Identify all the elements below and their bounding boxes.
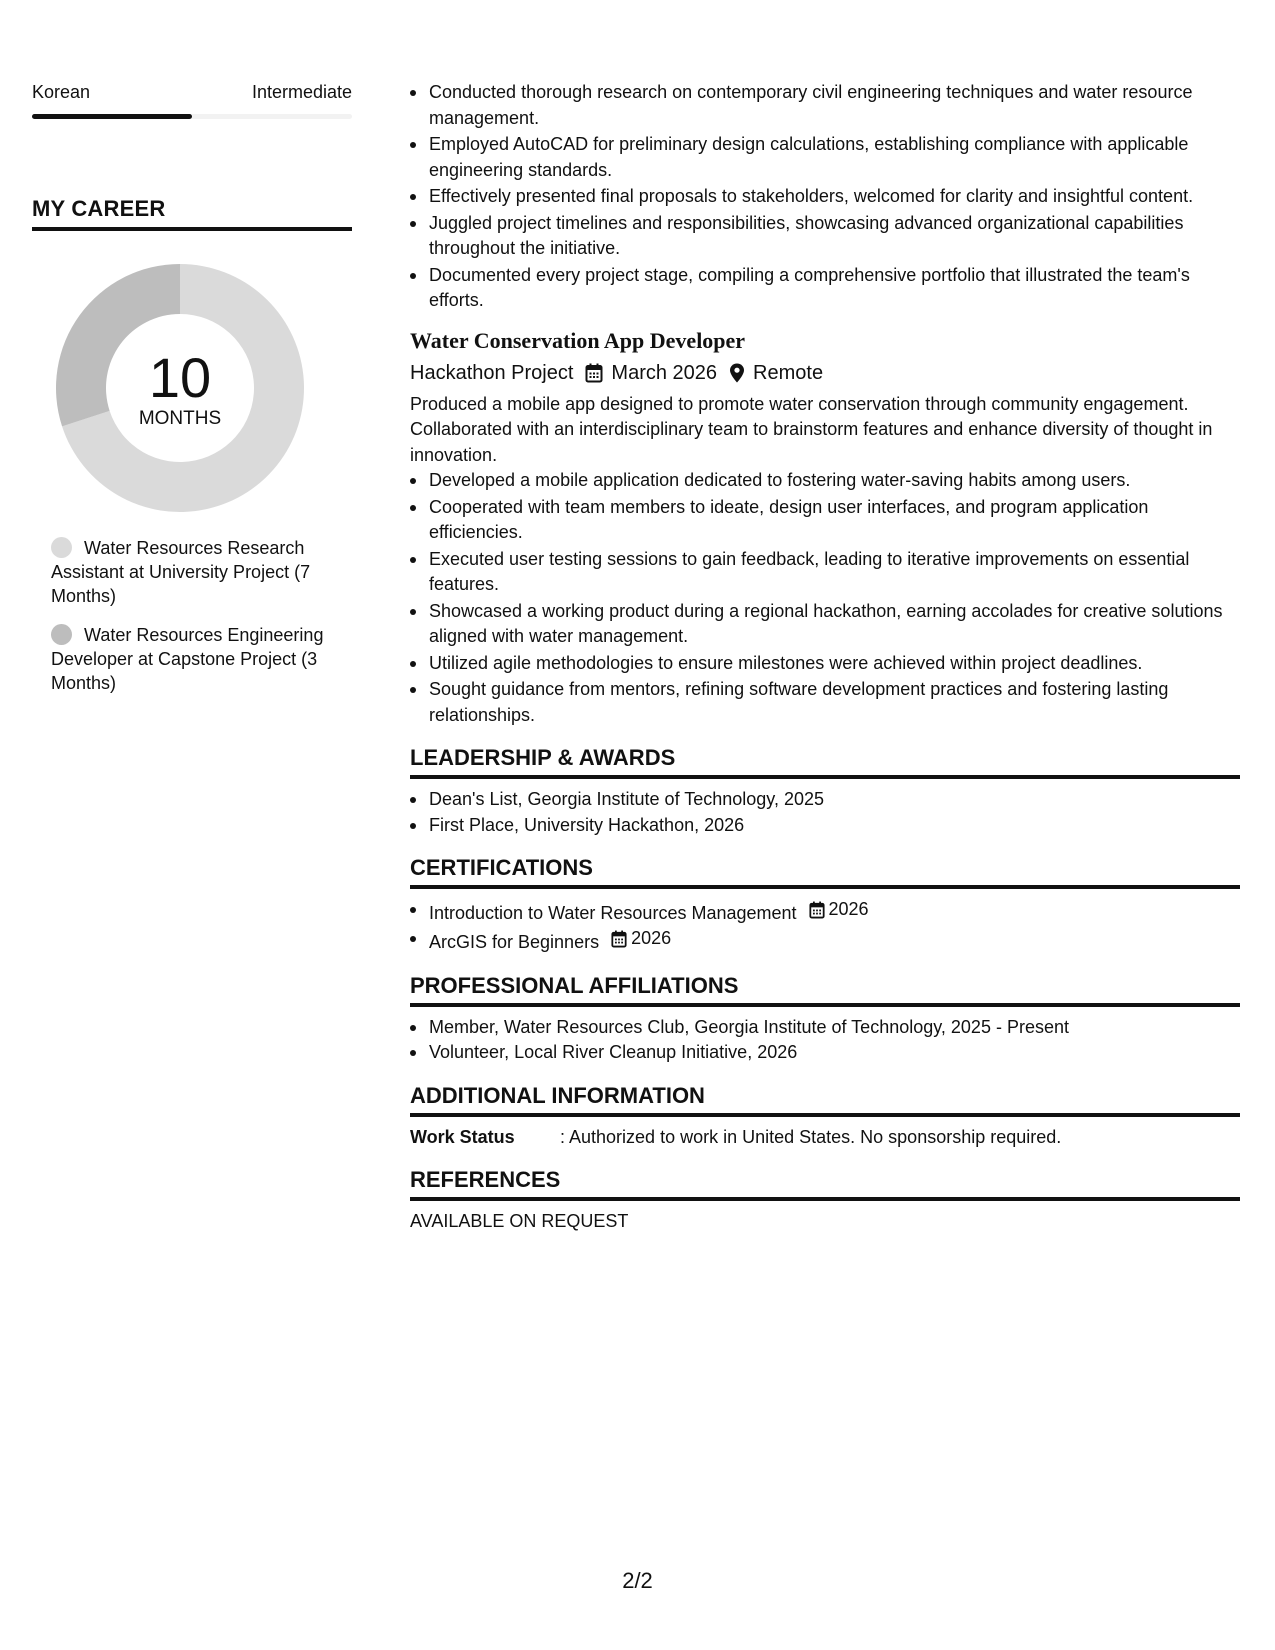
language-level: Intermediate	[251, 82, 352, 102]
legend-label: Water Resources Research Assistant at University Project (7 Months)	[51, 538, 311, 606]
work-status-value: : Authorized to work in United States. No sponsorship required.	[560, 1126, 1062, 1147]
career-divider	[32, 227, 352, 231]
list-item: First Place, University Hackathon, 2026	[410, 813, 1240, 839]
section-divider	[410, 1003, 1240, 1007]
work-status-label: Work Status	[410, 1126, 515, 1147]
job-org: Hackathon Project	[410, 361, 574, 384]
career-total-unit: MONTHS	[138, 408, 222, 429]
job-bullet-list	[410, 468, 1240, 728]
list-item: Dean's List, Georgia Institute of Technology, 2025	[410, 787, 1240, 813]
list-item	[410, 897, 1240, 926]
list-item: Documented every project stage, compiling a comprehensive portfolio that illustrated the team's efforts.	[410, 263, 1240, 314]
legend-label: Water Resources Engineering Developer at Capstone Project (3 Months)	[51, 625, 324, 693]
list-item: Member, Water Resources Club, Georgia Institute of Technology, 2025 - Present	[410, 1015, 1240, 1041]
language-name: Korean	[32, 82, 91, 102]
list-item: Developed a mobile application dedicated to fostering water-saving habits among users.	[410, 468, 1240, 494]
list-item: Juggled project timelines and responsibilities, showcasing advanced organizational capabilities throughout the initiative.	[410, 211, 1240, 262]
cert-year: 2026	[631, 928, 672, 949]
page-number: 2/2	[622, 1568, 653, 1593]
cert-name: ArcGIS for Beginners	[429, 932, 600, 952]
job-description: Produced a mobile app designed to promote water conservation through community engagement. Collaborated with an interdisciplinary team to brainstorm features and enhance diversity of thought in innovation.	[410, 393, 1213, 465]
list-item: Volunteer, Local River Cleanup Initiative, 2026	[410, 1040, 1240, 1066]
language-proficiency-fill	[32, 114, 192, 119]
leadership-list	[410, 787, 1240, 838]
list-item: Showcased a working product during a regional hackathon, earning accolades for creative solutions aligned with water management.	[410, 599, 1240, 650]
career-heading: MY CAREER	[32, 196, 166, 221]
career-legend-item	[51, 623, 341, 695]
list-item: Effectively presented final proposals to stakeholders, welcomed for clarity and insightful content.	[410, 184, 1240, 210]
work-status-row	[410, 1125, 1240, 1151]
job-meta	[410, 359, 1240, 387]
calendar-icon	[611, 930, 627, 948]
list-item: Conducted thorough research on contemporary civil engineering techniques and water resource management.	[410, 80, 1240, 131]
affiliations-list	[410, 1015, 1240, 1066]
location-pin-icon	[729, 363, 745, 383]
references-heading: REFERENCES	[410, 1167, 561, 1192]
calendar-icon	[585, 363, 603, 383]
job-location: Remote	[753, 361, 824, 384]
certifications-list	[410, 897, 1240, 956]
section-divider	[410, 1197, 1240, 1201]
language-proficiency-bar	[32, 114, 352, 119]
list-item: Executed user testing sessions to gain feedback, leading to iterative improvements on essential features.	[410, 547, 1240, 598]
additional-info-heading: ADDITIONAL INFORMATION	[410, 1082, 705, 1108]
job-date: March 2026	[611, 361, 718, 384]
cert-date	[809, 897, 869, 923]
list-item: Employed AutoCAD for preliminary design calculations, establishing compliance with applicable engineering standards.	[410, 132, 1240, 183]
list-item	[410, 926, 1240, 955]
section-divider	[410, 885, 1240, 889]
section-divider	[410, 1113, 1240, 1117]
list-item: Sought guidance from mentors, refining software development practices and fostering lasting relationships.	[410, 677, 1240, 728]
cert-name: Introduction to Water Resources Management	[429, 902, 797, 923]
language-row	[32, 82, 352, 104]
references-text: AVAILABLE ON REQUEST	[410, 1211, 629, 1231]
legend-dot-icon	[51, 537, 72, 558]
list-item: Cooperated with team members to ideate, design user interfaces, and program application efficiencies.	[410, 495, 1240, 546]
career-legend-item	[51, 536, 341, 608]
project-bullet-list	[410, 80, 1240, 314]
certifications-heading: CERTIFICATIONS	[410, 855, 593, 880]
cert-date	[611, 926, 671, 952]
job-title: Water Conservation App Developer	[410, 327, 746, 353]
career-total-value: 10	[148, 346, 212, 409]
legend-dot-icon	[51, 624, 72, 645]
calendar-icon	[809, 901, 825, 919]
list-item: Utilized agile methodologies to ensure milestones were achieved within project deadlines.	[410, 651, 1240, 677]
main-content	[410, 80, 1240, 1235]
affiliations-heading: PROFESSIONAL AFFILIATIONS	[410, 972, 739, 998]
leadership-heading: LEADERSHIP & AWARDS	[410, 745, 676, 770]
cert-year: 2026	[828, 899, 869, 919]
section-divider	[410, 775, 1240, 779]
